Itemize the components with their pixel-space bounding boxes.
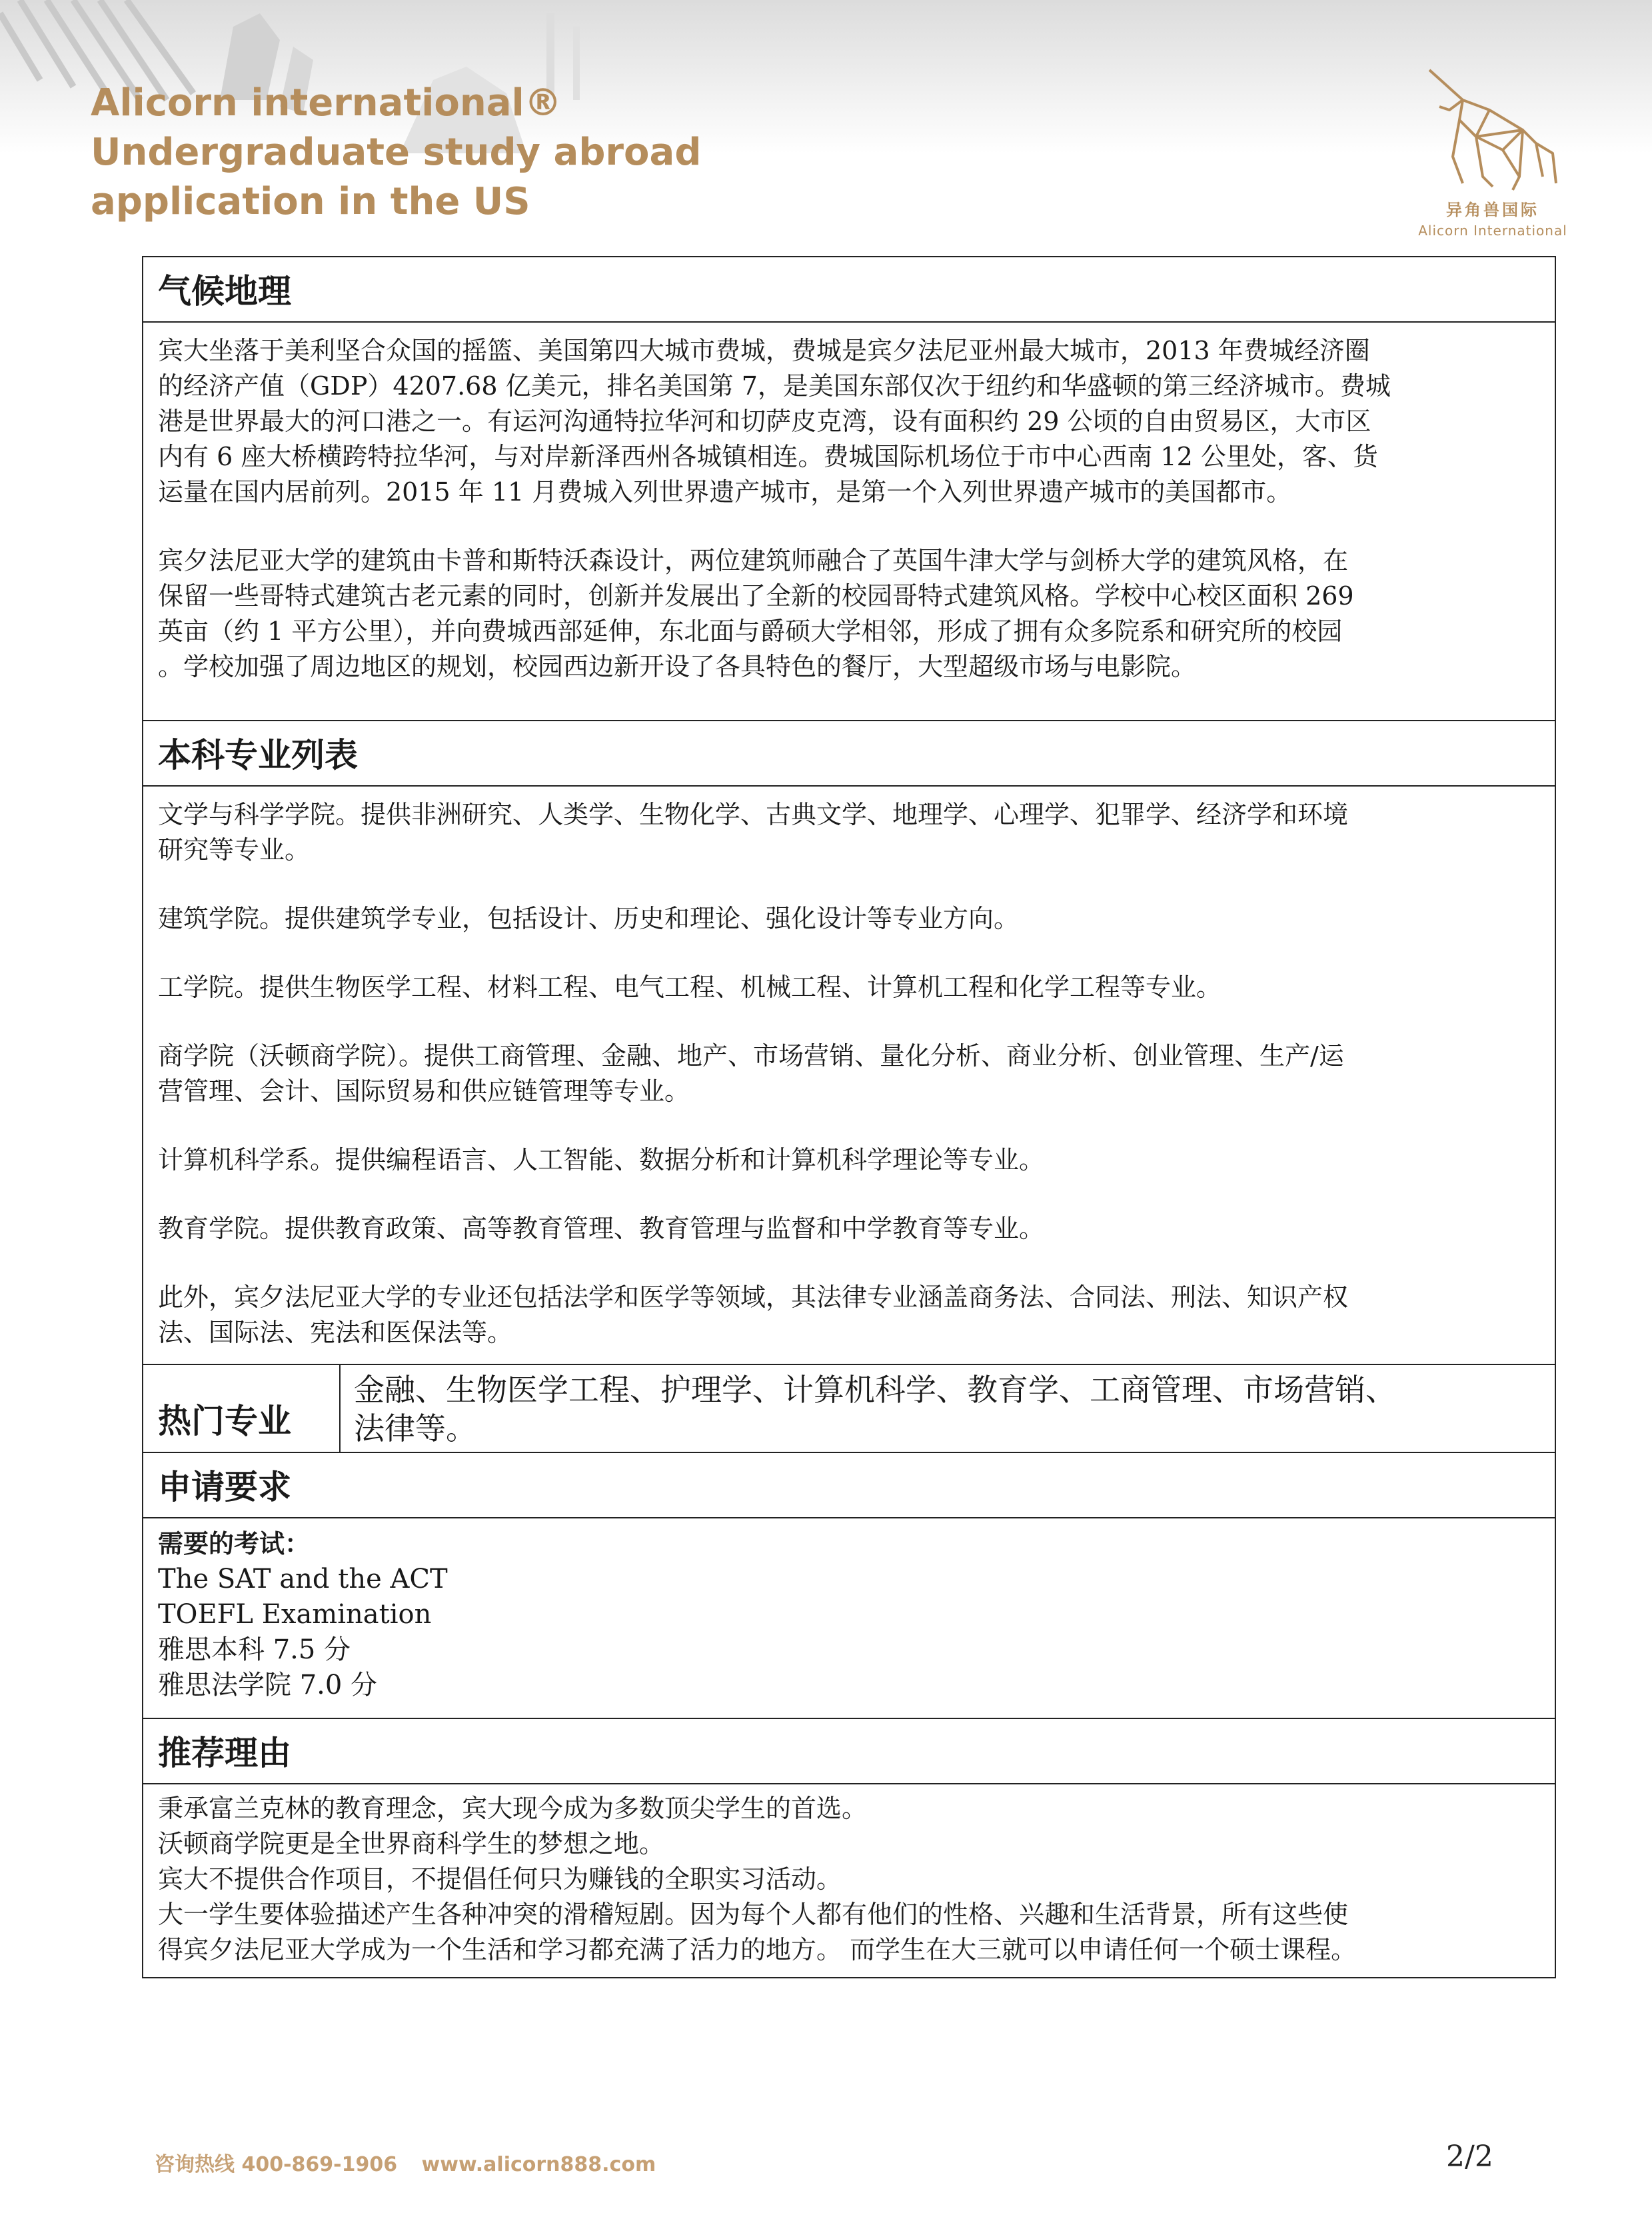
text-line: 宾夕法尼亚大学的建筑由卡普和斯特沃森设计，两位建筑师融合了英国牛津大学与剑桥大学的建筑风格，在 — [158, 546, 1349, 575]
section-title-climate: 气候地理 — [143, 257, 1555, 322]
hotline-text: 咨询热线 400-869-1906 — [155, 2153, 398, 2176]
section-title-reasons: 推荐理由 — [143, 1718, 1555, 1784]
hot-majors-row — [143, 1364, 1555, 1452]
text-line: 法律等。 — [354, 1410, 476, 1446]
climate-header-row — [143, 257, 1555, 322]
paragraph — [158, 901, 1540, 937]
climate-body — [143, 322, 1555, 721]
text-line: 此外，宾夕法尼亚大学的专业还包括法学和医学等领域，其法律专业涵盖商务法、合同法、刑法、知识产权 — [158, 1282, 1349, 1312]
majors-body — [143, 786, 1555, 1364]
exam-item: The SAT and the ACT — [158, 1564, 448, 1594]
reasons-body-row — [143, 1784, 1555, 1978]
paragraph — [158, 1039, 1540, 1109]
section-title-requirements: 申请要求 — [143, 1452, 1555, 1518]
reasons-body — [143, 1784, 1555, 1978]
exam-label: 需要的考试： — [158, 1529, 311, 1558]
text-line: 教育学院。提供教育政策、高等教育管理、教育管理与监督和中学教育等专业。 — [158, 1214, 1045, 1243]
text-line: 沃顿商学院更是全世界商科学生的梦想之地。 — [158, 1829, 665, 1858]
text-line: 保留一些哥特式建筑古老元素的同时，创新并发展出了全新的校园哥特式建筑风格。学校中心校区面积 269 — [158, 581, 1354, 611]
website-link[interactable]: www.alicorn888.com — [421, 2153, 656, 2176]
text-line: 文学与科学学院。提供非洲研究、人类学、生物化学、古典文学、地理学、心理学、犯罪学、经济学和环境 — [158, 800, 1349, 829]
exam-item: 雅思法学院 7.0 分 — [158, 1670, 378, 1700]
text-line: 金融、生物医学工程、护理学、计算机科学、教育学、工商管理、市场营销、 — [354, 1372, 1396, 1408]
paragraph — [158, 1211, 1540, 1246]
paragraph — [158, 543, 1540, 685]
paragraph — [158, 797, 1540, 868]
text-line: 营管理、会计、国际贸易和供应链管理等专业。 — [158, 1077, 690, 1106]
university-info-table — [142, 256, 1556, 1978]
text-line: 运量在国内居前列。2015 年 11 月费城入列世界遗产城市，是第一个入列世界遗产城市的美国都市。 — [158, 477, 1292, 507]
requirements-body-row — [143, 1518, 1555, 1718]
text-line: 建筑学院。提供建筑学专业，包括设计、历史和理论、强化设计等专业方向。 — [158, 904, 1020, 933]
text-line: 研究等专业。 — [158, 835, 311, 865]
hot-majors-list — [340, 1364, 1555, 1452]
paragraph — [158, 970, 1540, 1005]
exam-item: TOEFL Examination — [158, 1599, 432, 1630]
text-line: 宾大坐落于美利坚合众国的摇篮、美国第四大城市费城，费城是宾夕法尼亚州最大城市，2013 年费城经济圈 — [158, 336, 1370, 365]
requirements-body — [143, 1518, 1555, 1718]
text-line: 大一学生要体验描述产生各种冲突的滑稽短剧。因为每个人都有他们的性格、兴趣和生活背景，所有这些使 — [158, 1900, 1349, 1929]
page-number: 2/2 — [1446, 2140, 1493, 2174]
text-line: 法、国际法、宪法和医保法等。 — [158, 1318, 513, 1347]
section-title-hot-majors: 热门专业 — [143, 1364, 340, 1452]
logo-english-name: Alicorn International — [1418, 223, 1567, 239]
unicorn-icon — [1423, 63, 1563, 197]
paragraph — [158, 1280, 1540, 1350]
text-line: 的经济产值（GDP）4207.68 亿美元，排名美国第 7，是美国东部仅次于纽约和华盛顿的第三经济城市。费城 — [158, 371, 1391, 401]
logo-chinese-name: 异角兽国际 — [1446, 201, 1539, 219]
alicorn-logo — [1406, 63, 1579, 237]
text-line: 英亩（约 1 平方公里），并向费城西部延伸，东北面与爵硕大学相邻，形成了拥有众多院系和研究所的校园 — [158, 617, 1343, 646]
text-line: 商学院（沃顿商学院）。提供工商管理、金融、地产、市场营销、量化分析、商业分析、创业管理、生产/运 — [158, 1041, 1344, 1071]
text-line: 计算机科学系。提供编程语言、人工智能、数据分析和计算机科学理论等专业。 — [158, 1145, 1045, 1174]
majors-body-row — [143, 786, 1555, 1364]
text-line: 港是世界最大的河口港之一。有运河沟通特拉华河和切萨皮克湾，设有面积约 29 公顷的自由贸易区，大市区 — [158, 407, 1371, 436]
brand-line: Alicorn international® — [91, 81, 562, 125]
brand-line: application in the US — [91, 180, 530, 223]
paragraph — [158, 1142, 1540, 1178]
text-line: 工学院。提供生物医学工程、材料工程、电气工程、机械工程、计算机工程和化学工程等专业。 — [158, 973, 1222, 1002]
text-line: 得宾夕法尼亚大学成为一个生活和学习都充满了活力的地方。 而学生在大三就可以申请任何一个硕士课程。 — [158, 1935, 1357, 1964]
text-line: 内有 6 座大桥横跨特拉华河，与对岸新泽西州各城镇相连。费城国际机场位于市中心西南 12 公里处，客、货 — [158, 442, 1378, 471]
paragraph — [158, 333, 1540, 510]
brand-line: Undergraduate study abroad — [91, 131, 702, 174]
text-line: 秉承富兰克林的教育理念，宾大现今成为多数顶尖学生的首选。 — [158, 1794, 868, 1823]
majors-header-row — [143, 721, 1555, 786]
exam-item: 雅思本科 7.5 分 — [158, 1634, 351, 1665]
text-line: 宾大不提供合作项目，不提倡任何只为赚钱的全职实习活动。 — [158, 1864, 842, 1894]
footer-contact — [155, 2148, 673, 2177]
text-line: 。学校加强了周边地区的规划，校园西边新开设了各具特色的餐厅，大型超级市场与电影院。 — [158, 652, 1197, 681]
section-title-majors: 本科专业列表 — [143, 721, 1555, 786]
climate-body-row — [143, 322, 1555, 721]
brand-title — [91, 79, 824, 227]
reasons-header-row — [143, 1718, 1555, 1784]
requirements-header-row — [143, 1452, 1555, 1518]
